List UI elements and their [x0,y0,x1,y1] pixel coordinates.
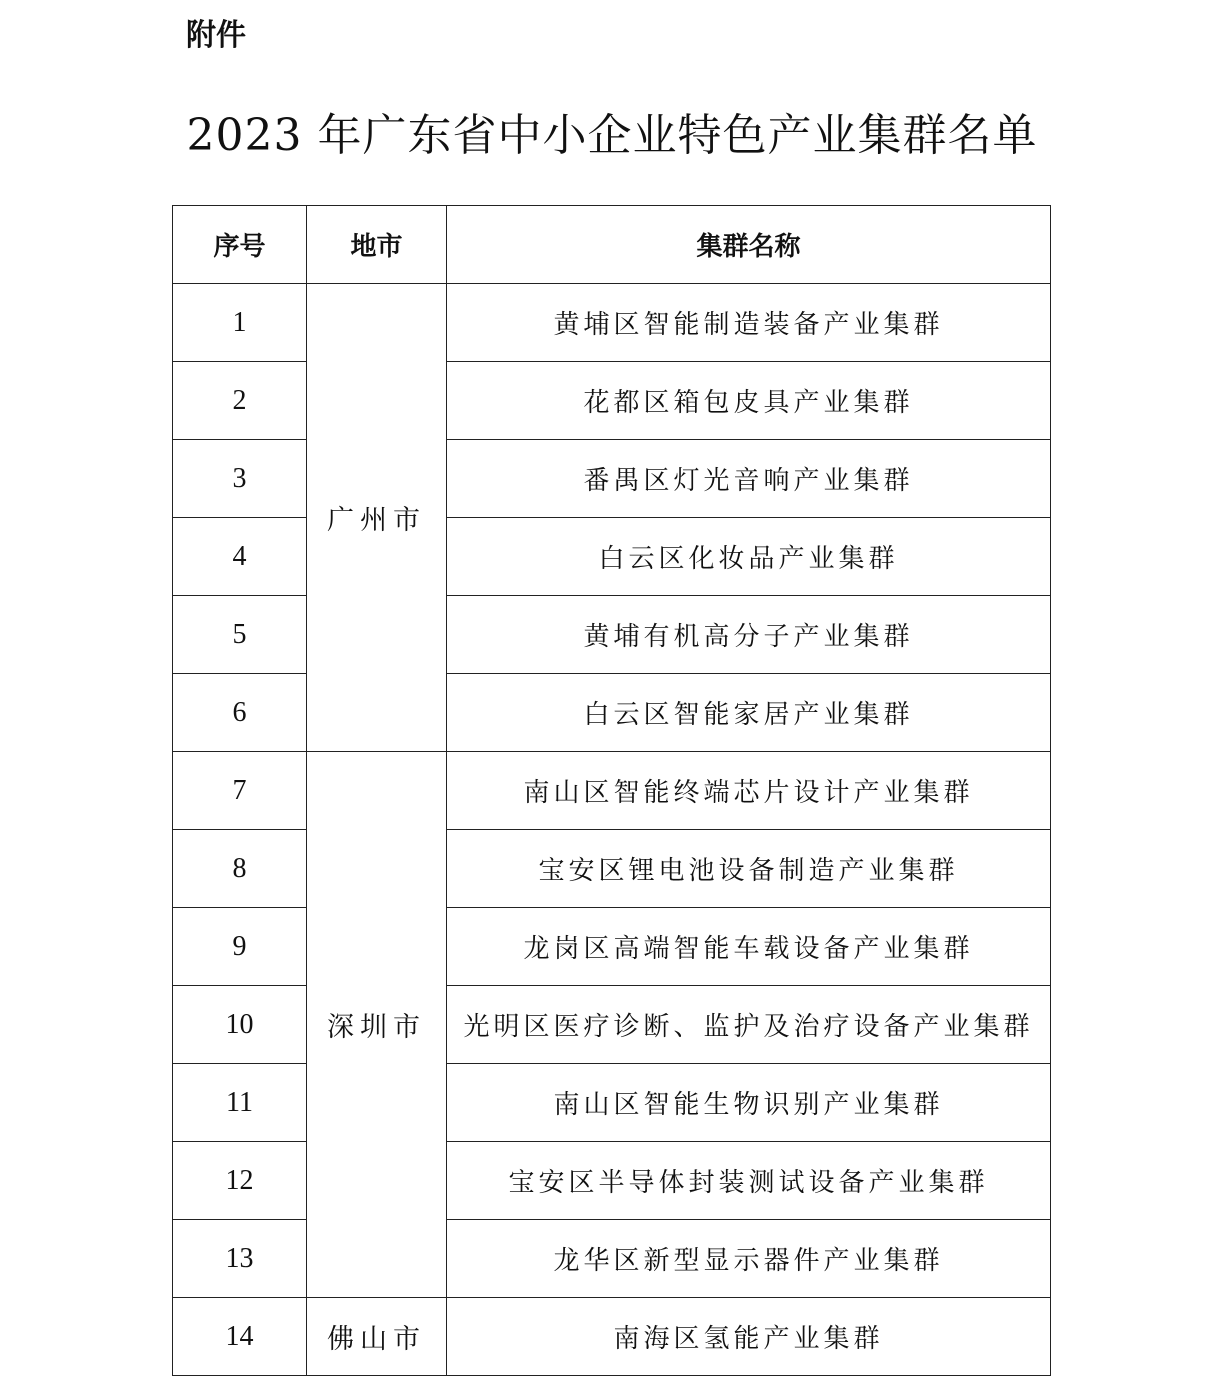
table-header-row [173,206,1051,284]
cluster-name: 龙岗区高端智能车载设备产业集群 [447,908,1051,986]
row-seq: 3 [173,440,307,518]
attachment-label: 附件 [186,18,246,53]
table-row [173,986,1051,1064]
table-row [173,518,1051,596]
table-row [173,908,1051,986]
table-body [173,284,1051,1376]
cluster-name: 南海区氢能产业集群 [447,1298,1051,1376]
cluster-table [172,205,1051,1376]
table-row [173,440,1051,518]
city-cell: 深圳市 [307,752,447,1298]
table-row [173,1298,1051,1376]
table-row [173,1064,1051,1142]
cluster-name: 黄埔有机高分子产业集群 [447,596,1051,674]
table-row [173,674,1051,752]
table-row [173,362,1051,440]
cluster-name: 南山区智能生物识别产业集群 [447,1064,1051,1142]
cluster-name: 花都区箱包皮具产业集群 [447,362,1051,440]
page-title: 2023 年广东省中小企业特色产业集群名单 [186,110,1038,161]
row-seq: 10 [173,986,307,1064]
table-row [173,596,1051,674]
header-city: 地市 [307,206,447,284]
row-seq: 12 [173,1142,307,1220]
row-seq: 5 [173,596,307,674]
cluster-name: 南山区智能终端芯片设计产业集群 [447,752,1051,830]
city-cell: 佛山市 [307,1298,447,1376]
row-seq: 2 [173,362,307,440]
row-seq: 4 [173,518,307,596]
table-row [173,752,1051,830]
cluster-name: 白云区智能家居产业集群 [447,674,1051,752]
city-cell: 广州市 [307,284,447,752]
cluster-name: 宝安区锂电池设备制造产业集群 [447,830,1051,908]
table-row [173,1220,1051,1298]
row-seq: 11 [173,1064,307,1142]
header-seq: 序号 [173,206,307,284]
row-seq: 9 [173,908,307,986]
table-row [173,830,1051,908]
table-row [173,284,1051,362]
header-cluster-name: 集群名称 [447,206,1051,284]
table-row [173,1142,1051,1220]
row-seq: 14 [173,1298,307,1376]
row-seq: 13 [173,1220,307,1298]
cluster-name: 宝安区半导体封装测试设备产业集群 [447,1142,1051,1220]
cluster-name: 龙华区新型显示器件产业集群 [447,1220,1051,1298]
cluster-name: 光明区医疗诊断、监护及治疗设备产业集群 [447,986,1051,1064]
row-seq: 8 [173,830,307,908]
row-seq: 1 [173,284,307,362]
cluster-name: 番禺区灯光音响产业集群 [447,440,1051,518]
row-seq: 6 [173,674,307,752]
cluster-name: 白云区化妆品产业集群 [447,518,1051,596]
row-seq: 7 [173,752,307,830]
cluster-name: 黄埔区智能制造装备产业集群 [447,284,1051,362]
